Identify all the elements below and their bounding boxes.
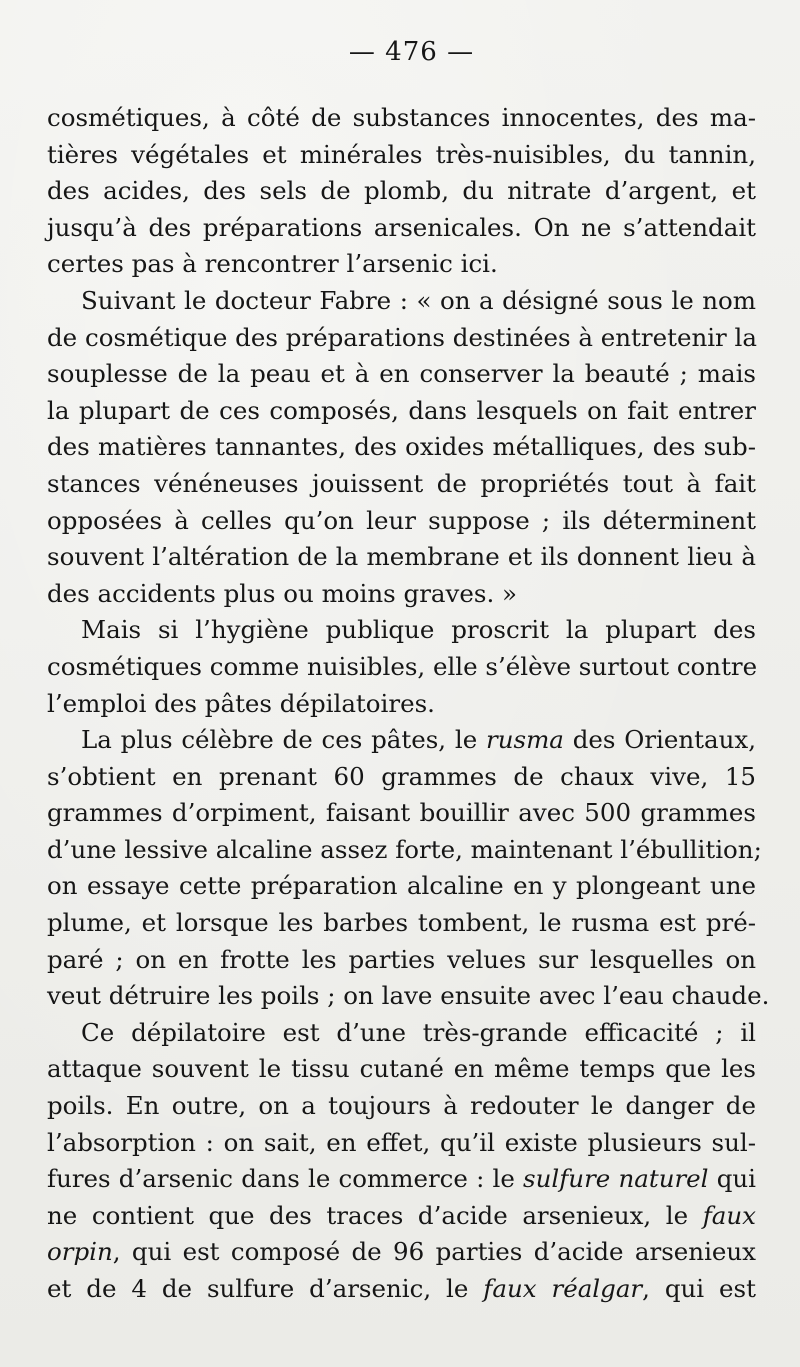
text-line <box>47 759 756 796</box>
text-line <box>47 1161 756 1198</box>
text-line <box>47 539 756 576</box>
text-segment: la plupart de ces composés, dans lesquels on fait entrer <box>47 395 756 425</box>
text-line <box>47 137 756 174</box>
text-segment: grammes d’orpiment, faisant bouillir avec 500 grammes <box>47 798 756 828</box>
text-line <box>47 1198 756 1235</box>
text-segment: des acides, des sels de plomb, du nitrate d’argent, et <box>47 176 756 206</box>
text-line <box>47 429 756 466</box>
text-line <box>47 649 756 686</box>
italic-term: faux réalgar <box>483 1274 643 1303</box>
text-line <box>47 283 756 320</box>
text-line <box>47 576 756 613</box>
text-segment: certes pas à rencontrer l’arsenic ici. <box>47 249 498 279</box>
text-segment: attaque souvent le tissu cutané en même temps que les <box>47 1054 756 1084</box>
text-segment: paré ; on en frotte les parties velues sur lesquelles on <box>47 944 756 974</box>
text-line <box>47 100 756 137</box>
text-segment: veut détruire les poils ; on lave ensuite avec l’eau chaude. <box>47 981 770 1011</box>
text-segment: de cosmétique des préparations destinées à entretenir la <box>47 322 757 352</box>
text-segment: des Orientaux, <box>563 725 756 755</box>
text-line <box>47 173 756 210</box>
text-segment: souvent l’altération de la membrane et ils donnent lieu à <box>47 542 756 572</box>
text-line <box>47 942 756 979</box>
text-line <box>47 1051 756 1088</box>
italic-term: orpin <box>47 1237 113 1267</box>
text-line <box>47 210 756 247</box>
text-segment: La plus célèbre de ces pâtes, le <box>81 725 486 755</box>
text-segment: l’absorption : on sait, en effet, qu’il existe plusieurs sul- <box>47 1127 756 1157</box>
text-line <box>47 466 756 503</box>
text-segment: Mais si l’hygiène publique proscrit la plupart des <box>81 615 756 645</box>
text-line <box>47 356 756 393</box>
text-segment: l’emploi des pâtes dépilatoires. <box>47 688 435 718</box>
text-line <box>47 686 756 723</box>
text-line <box>47 868 756 905</box>
text-line <box>47 795 756 832</box>
text-segment: tières végétales et minérales très-nuisibles, du tannin, <box>47 139 756 169</box>
text-line <box>47 393 756 430</box>
text-line <box>47 1234 756 1271</box>
text-line <box>47 320 756 357</box>
text-line <box>47 1088 756 1125</box>
text-line <box>47 612 756 649</box>
text-segment: fures d’arsenic dans le commerce : le <box>47 1164 524 1194</box>
text-line <box>47 832 762 869</box>
text-line <box>47 1271 756 1308</box>
text-segment: et de 4 de sulfure d’arsenic, le <box>47 1274 484 1303</box>
italic-term: faux <box>702 1200 756 1230</box>
text-line <box>47 978 770 1015</box>
text-segment: s’obtient en prenant 60 grammes de chaux vive, 15 <box>47 761 756 791</box>
text-segment: d’une lessive alcaline assez forte, maintenant l’ébullition; <box>47 834 762 864</box>
page-number: — 476 — <box>348 37 475 67</box>
text-segment: , qui est composé de 96 parties d’acide arsenieux <box>112 1237 756 1267</box>
text-segment: poils. En outre, on a toujours à redouter le danger de <box>47 1091 756 1121</box>
text-line <box>47 246 756 283</box>
text-segment: Ce dépilatoire est d’une très-grande efficacité ; il <box>81 1017 756 1047</box>
text-line <box>47 1125 756 1162</box>
text-segment: plume, et lorsque les barbes tombent, le rusma est pré- <box>47 908 756 938</box>
text-segment: qui <box>708 1164 756 1194</box>
text-segment: ne contient que des traces d’acide arsenieux, le <box>47 1200 703 1230</box>
text-segment: stances vénéneuses jouissent de propriétés tout à fait <box>47 468 756 498</box>
text-segment: Suivant le docteur Fabre : « on a désigné sous le nom <box>81 285 756 315</box>
text-segment: des accidents plus ou moins graves. » <box>47 578 518 608</box>
text-line <box>47 503 756 540</box>
text-segment: cosmétiques comme nuisibles, elle s’élève surtout contre <box>47 651 758 681</box>
text-segment: des matières tannantes, des oxides métalliques, des sub- <box>47 432 756 462</box>
text-segment: souplesse de la peau et à en conserver la beauté ; mais <box>47 359 756 389</box>
text-segment: jusqu’à des préparations arsenicales. On ne s’attendait <box>47 212 756 242</box>
text-line <box>47 1015 756 1052</box>
italic-term: rusma <box>486 725 564 755</box>
body-text <box>47 100 770 1308</box>
italic-term: sulfure naturel <box>523 1164 709 1194</box>
text-segment: , qui est <box>642 1274 756 1303</box>
text-segment: on essaye cette préparation alcaline en y plongeant une <box>47 871 756 901</box>
text-line <box>47 722 756 759</box>
text-line <box>47 905 756 942</box>
text-segment: cosmétiques, à côté de substances innocentes, des ma- <box>47 103 756 132</box>
text-segment: opposées à celles qu’on leur suppose ; ils déterminent <box>47 505 756 535</box>
